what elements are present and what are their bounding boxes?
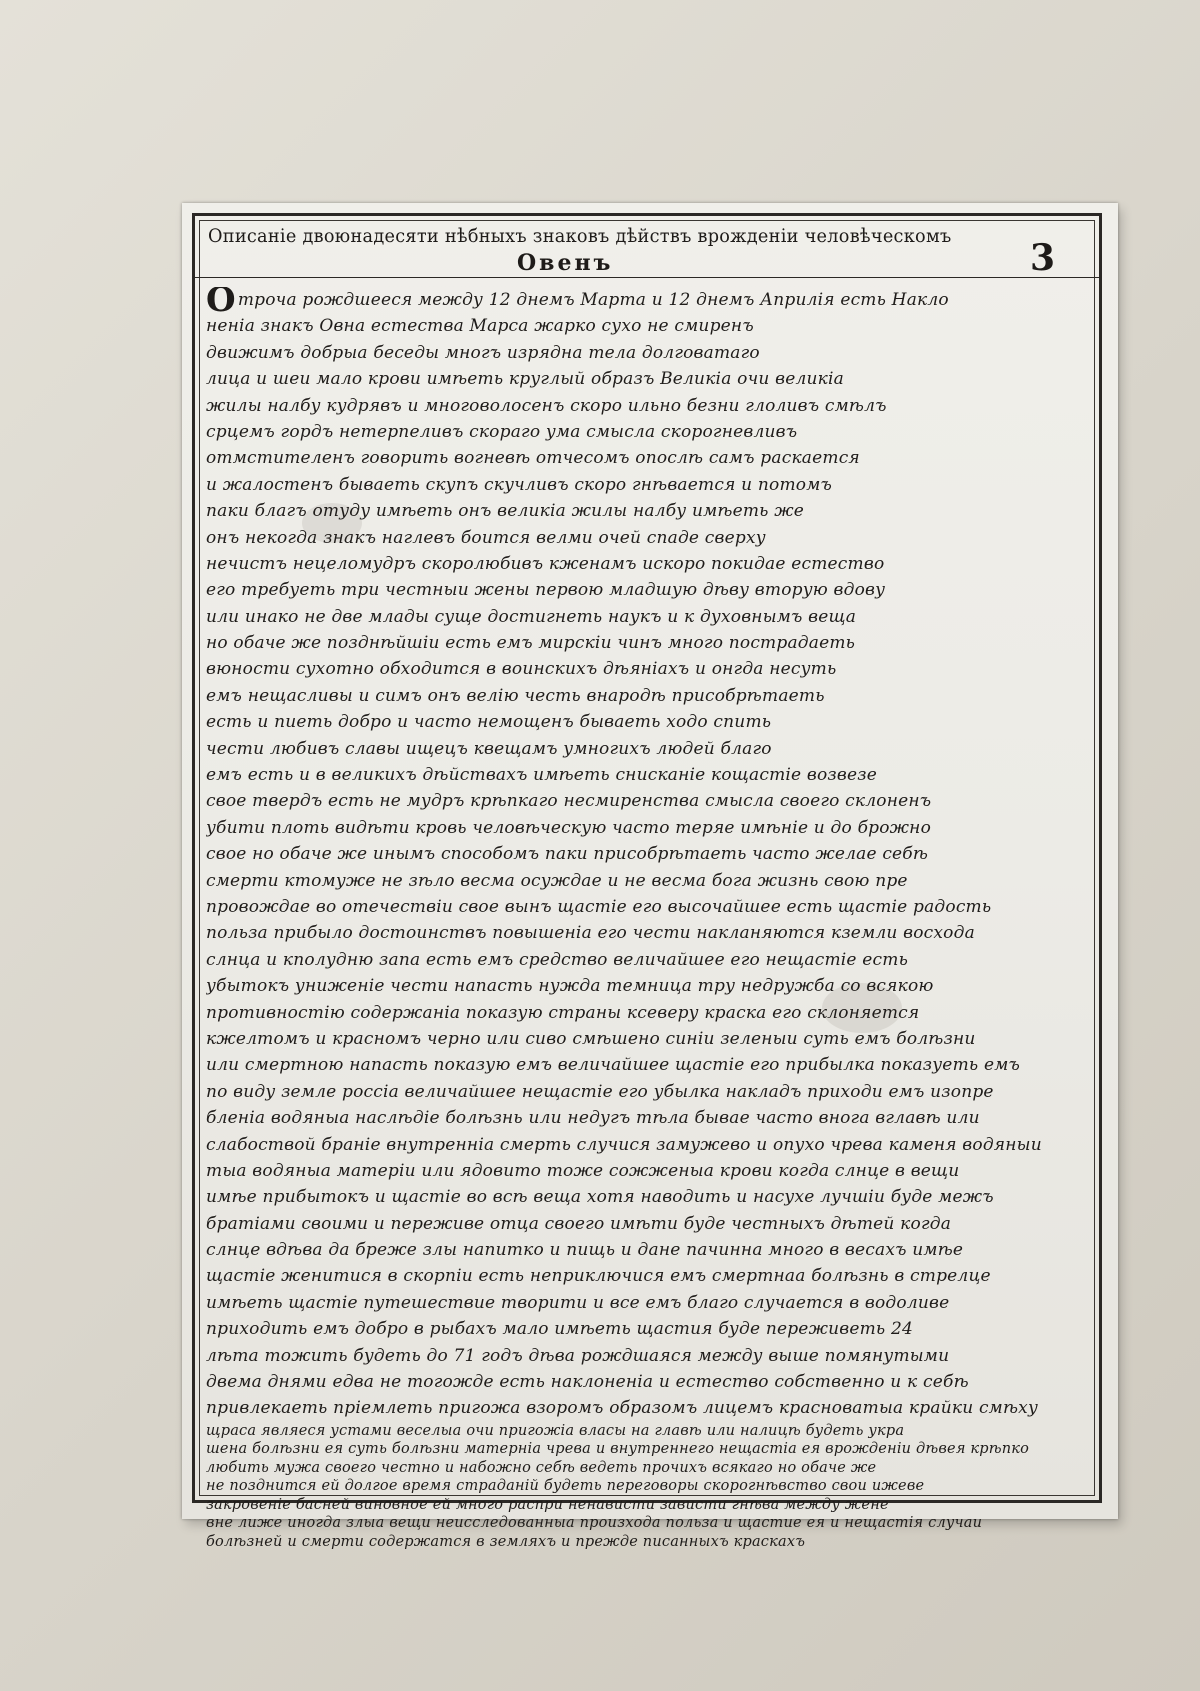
text-line: онъ некогда знакъ наглевъ боится велми очей спаде сверху [206,527,766,548]
text-line: лѣта тожить будеть до 71 годъ дѣва рождшаяся между выше помянутыми [206,1345,950,1366]
text-line: щастіе женитися в скорпіи есть неприключися емъ смертнаа болѣзнь в стрелце [206,1266,991,1287]
text-line: бленіа водяныа наслѣдіе болѣзнь или недугъ тѣла бывае часто внога вглавѣ или [206,1108,980,1129]
text-line: и жалостенъ бываеть скупъ скучливъ скоро гнѣвается и потомъ [206,474,833,495]
text-line: привлекаеть пріемлеть пригожа взоромъ образомъ лицемъ красноватыа крайки смѣху [206,1398,1039,1419]
text-line: есть и пиеть добро и часто немощенъ бываеть ходо спить [206,712,772,733]
text-line: отмстителенъ говорить вогневѣ отчесомъ опослѣ самъ раскается [206,448,860,469]
text-line: срцемъ гордъ нетерпеливъ скораго ума смысла скорогневливъ [206,421,798,442]
page-number: 3 [1030,237,1056,279]
text-line: жилы налбу кудрявъ и многоволосенъ скоро ильно безни глоливъ смѣлъ [206,395,887,416]
text-line: неніа знакъ Овна естества Марса жарко сухо не смиренъ [206,316,754,337]
header-divider [192,277,1102,278]
text-line: провождае во отечествіи свое вынъ щастіе его высочайшее есть щастіе радость [206,896,992,917]
text-line-small: закровеніе басней виновное ей много распри ненависти зависти гнѣва между жене [206,1496,889,1513]
text-line: или инако не две млады суще достигнеть наукъ и к духовнымъ веща [206,606,857,627]
sign-name: Овенъ [517,250,614,276]
text-line: лица и шеи мало крови имѣеть круглый образъ Великіа очи великіа [206,369,844,390]
text-line: убытокъ униженіе чести напасть нужда темница тру недружба со всякою [206,976,934,997]
text-line: убити плоть видѣти кровь человѣческую часто теряе имѣніе и до брожно [206,817,932,838]
body-text [206,287,1086,1551]
text-line: движимъ добрыа беседы многъ изрядна тела долговатаго [206,342,760,363]
text-line: противностію содержаніа показую страны ксеверу краска его склоняется [206,1002,920,1023]
text-line: кжелтомъ и красномъ черно или сиво смѣшено синіи зеленыи суть емъ болѣзни [206,1028,976,1049]
text-line: Отроча рождшееся между 12 днемъ Марта и 12 днемъ Априлія есть Накло [206,287,1086,313]
text-line: свое но обаче же инымъ способомъ паки присобрѣтаеть часто желае себѣ [206,844,929,865]
text-line: приходить емъ добро в рыбахъ мало имѣеть щастия буде переживеть 24 [206,1319,914,1340]
text-line: слнца и кполудню запа есть емъ средство величайшее его нещастіе есть [206,949,909,970]
text-line: братіами своими и переживе отца своего имѣти буде честныхъ дѣтей когда [206,1213,952,1234]
text-line: слабоствой браніе внутренніа смерть случися замужево и опухо чрева каменя водяныи [206,1134,1042,1155]
text-line: емъ нещасливы и симъ онъ велію честь внародѣ присобрѣтаеть [206,685,825,706]
text-line: по виду земле россіа величайшее нещастіе его убылка накладъ приходи емъ изопре [206,1081,994,1102]
text-line-small: вне лиже иногда злыа вещи неисследованныа произхода польза и щастие ея и нещастія случаи [206,1515,983,1532]
text-line: польза прибыло достоинствъ повышеніа его чести накланяются кземли восхода [206,923,975,944]
text-line: паки благъ отуду имѣеть онъ великіа жилы налбу имѣеть же [206,501,805,522]
drop-cap: О [206,287,236,314]
text-line-small: щраса являеся устами веселыа очи пригожіа власы на главѣ или налицѣ будеть укра [206,1422,905,1439]
text-line: имѣеть щастіе путешествие творити и все емъ благо случается в водоливе [206,1292,950,1313]
text-line: двема днями едва не тогожде есть наклоненіа и естество собственно и к себѣ [206,1372,969,1393]
text-line-small: болѣзней и смерти содержатся в земляхъ и прежде писанныхъ краскахъ [206,1533,806,1550]
page-title: Описаніе двоюнадесяти нѣбныхъ знаковъ дѣйствъ врожденіи человѣческомъ [208,225,952,247]
text-line: вюности сухотно обходится в воинскихъ дѣяніахъ и онгда несуть [206,659,837,680]
text-line: емъ есть и в великихъ дѣйствахъ имѣеть снисканіе кощастіе возвезе [206,765,877,786]
text-line-small: шена болѣзни ея суть болѣзни матерніа чрева и внутреннего нещастіа ея врожденіи дѣвея крѣпко [206,1441,1030,1458]
text-line: слнце вдѣва да бреже злы напитко и пищь и дане пачинна много в весахъ имѣе [206,1240,964,1261]
text-line: смерти ктомуже не зѣло весма осуждае и не весма бога жизнь свою пре [206,870,908,891]
text-line: нечистъ нецеломудръ скоролюбивъ кженамъ искоро покидае естество [206,553,885,574]
text-line: тыа водяныа матеріи или ядовито тоже сожженыа крови когда слнце в вещи [206,1160,960,1181]
text-line: или смертною напасть показую емъ величайшее щастіе его прибылка показуеть емъ [206,1055,1021,1076]
text-line-small: любить мужа своего честно и набожно себѣ ведеть прочихъ всякаго но обаче же [206,1459,877,1476]
text-line: свое твердъ есть не мудръ крѣпкаго несмиренства смысла своего склоненъ [206,791,932,812]
text-line: чести любивъ славы ищецъ квещамъ умногихъ людей благо [206,738,772,759]
text-line-small: не позднится ей долгое время страданій будеть переговоры скорогнѣвство свои ижеве [206,1478,925,1495]
text-line: его требуеть три честныи жены первою младшую дѣву вторую вдову [206,580,886,601]
document-page [182,203,1118,1550]
text-line: имѣе прибытокъ и щастіе во всѣ веща хотя наводить и насухе лучшіи буде межъ [206,1187,994,1208]
text-line: но обаче же позднѣйшіи есть емъ мирскіи чинъ много пострадаеть [206,633,856,654]
